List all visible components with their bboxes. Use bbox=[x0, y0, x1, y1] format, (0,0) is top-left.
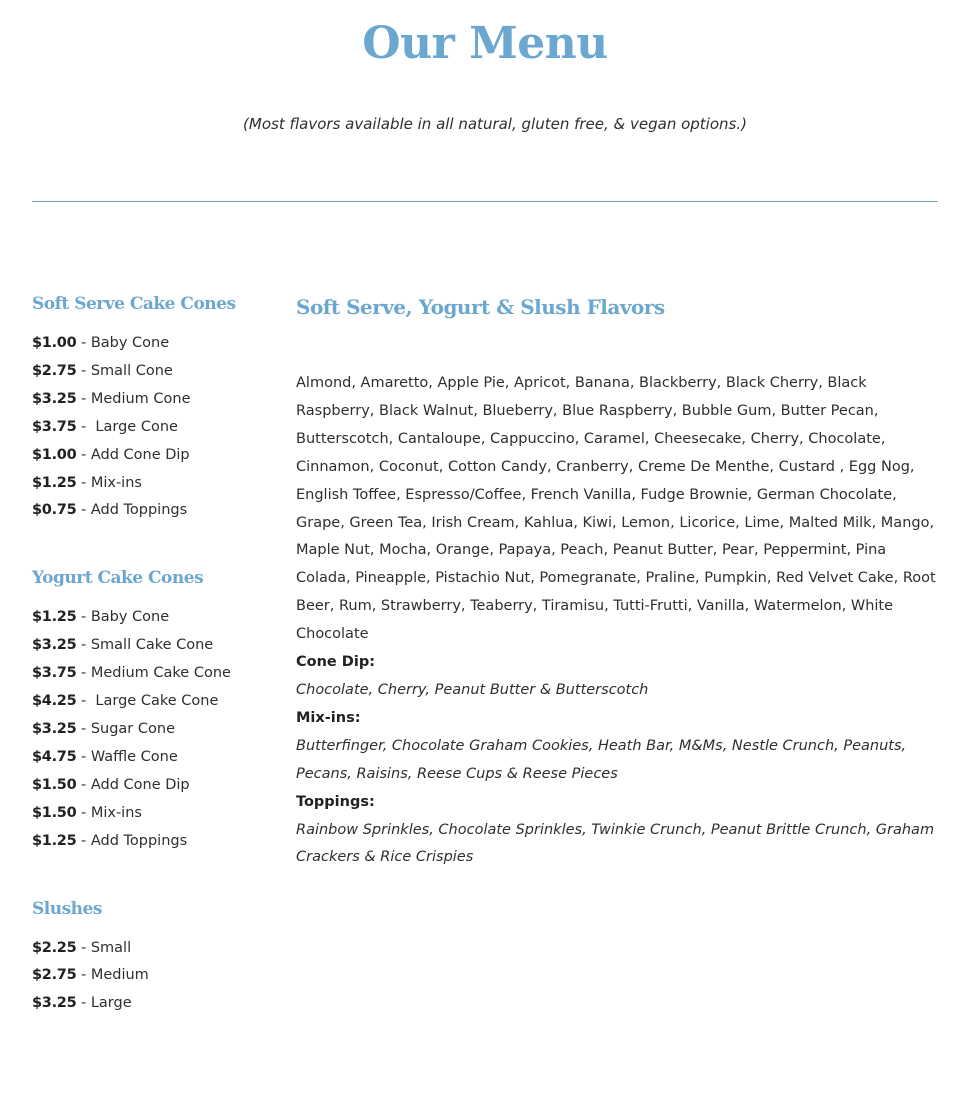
price-item bbox=[32, 386, 272, 414]
item-price: $3.25 bbox=[32, 995, 77, 1012]
item-price: $3.25 bbox=[32, 637, 77, 654]
item-description: - Add Toppings bbox=[76, 502, 188, 519]
item-price: $1.25 bbox=[32, 832, 77, 849]
item-price: $4.75 bbox=[32, 748, 77, 765]
item-price: $2.75 bbox=[32, 967, 77, 984]
slushes-heading: Slushes bbox=[32, 898, 102, 919]
item-price: $3.75 bbox=[32, 665, 77, 682]
yogurt-cones-section bbox=[32, 566, 272, 855]
price-item bbox=[32, 470, 272, 498]
price-item bbox=[32, 330, 272, 358]
item-price: $3.25 bbox=[32, 390, 77, 407]
item-description: - Baby Cone bbox=[76, 335, 170, 351]
flavors-column bbox=[296, 292, 938, 872]
item-description: - Add Cone Dip bbox=[76, 776, 190, 793]
item-description: - Mix-ins bbox=[76, 804, 142, 821]
price-item bbox=[32, 442, 272, 470]
item-price: $2.25 bbox=[32, 939, 77, 956]
price-item bbox=[32, 660, 272, 688]
item-description: - Small bbox=[76, 939, 132, 956]
item-description: - Medium Cake Cone bbox=[76, 665, 231, 682]
item-price: $4.25 bbox=[32, 693, 77, 710]
item-price: $1.00 bbox=[32, 446, 77, 463]
item-price: $2.75 bbox=[32, 362, 77, 379]
item-description: - Waffle Cone bbox=[76, 748, 178, 765]
price-item bbox=[32, 772, 272, 800]
item-description: - Baby Cone bbox=[76, 609, 170, 626]
price-item bbox=[32, 800, 272, 828]
price-item bbox=[32, 414, 272, 442]
price-item bbox=[32, 962, 272, 990]
price-item bbox=[32, 358, 272, 386]
slushes-section bbox=[32, 897, 272, 1019]
yogurt-cones-list bbox=[32, 604, 272, 855]
price-item bbox=[32, 990, 272, 1018]
item-description: - Mix-ins bbox=[76, 474, 142, 491]
price-item bbox=[32, 688, 272, 716]
mixins-label: Mix-ins: bbox=[296, 709, 361, 726]
toppings-text: Rainbow Sprinkles, Chocolate Sprinkles, Twinkie Crunch, Peanut Brittle Crunch, Graham Crackers & Rice Crispies bbox=[296, 821, 935, 866]
yogurt-cones-heading: Yogurt Cake Cones bbox=[32, 568, 204, 589]
item-description: - Small Cone bbox=[76, 362, 173, 379]
soft-serve-cones-heading: Soft Serve Cake Cones bbox=[32, 294, 236, 314]
item-description: - Medium bbox=[76, 967, 149, 984]
flavors-list: Almond, Amaretto, Apple Pie, Apricot, Banana, Blackberry, Black Cherry, Black Raspberry, Black Walnut, Blueberry, Blue Raspberry, Bubble Gum, Butter Pecan, Butterscotch, Cantaloupe, Cappuccino, Caramel, Cheesecake, Cherry, Chocolate, Cinnamon, Coconut, Cotton Candy, Cranberry, Creme De Menthe, Custard , Egg Nog, English Toffee, Espresso/Coffee, French Vanilla, Fudge Brownie, German Chocolate, Grape, Green Tea, Irish Cream, Kahlua, Kiwi, Lemon, Licorice, Lime, Malted Milk, Mango, Maple Nut, Mocha, Orange, Papaya, Peach, Peanut Butter, Pear, Peppermint, Pina Colada, Pineapple, Pistachio Nut, Pomegranate, Praline, Pumpkin, Red Velvet Cake, Root Beer, Rum, Strawberry, Teaberry, Tiramisu, Tutti-Frutti, Vanilla, Watermelon, White Chocolate bbox=[296, 375, 936, 643]
item-price: $1.00 bbox=[32, 335, 77, 351]
item-description: - Sugar Cone bbox=[76, 720, 175, 737]
item-price: $1.50 bbox=[32, 804, 77, 821]
cone-dip-text: Chocolate, Cherry, Peanut Butter & Butterscotch bbox=[296, 681, 649, 698]
header-divider bbox=[32, 201, 938, 202]
item-description: - Add Toppings bbox=[76, 832, 188, 849]
item-price: $0.75 bbox=[32, 502, 77, 519]
item-price: $3.75 bbox=[32, 418, 77, 435]
price-item bbox=[32, 632, 272, 660]
cone-dip-label: Cone Dip: bbox=[296, 654, 375, 671]
price-item bbox=[32, 744, 272, 772]
price-item bbox=[32, 497, 272, 525]
price-item bbox=[32, 604, 272, 632]
soft-serve-cones-section bbox=[32, 292, 272, 525]
page-title: Our Menu bbox=[362, 18, 608, 69]
price-item bbox=[32, 828, 272, 856]
item-description: - Add Cone Dip bbox=[76, 446, 190, 463]
item-price: $3.25 bbox=[32, 720, 77, 737]
item-price: $1.50 bbox=[32, 776, 77, 793]
soft-serve-cones-list bbox=[32, 330, 272, 525]
item-description: - Large Cake Cone bbox=[76, 693, 219, 710]
page-subtitle: (Most flavors available in all natural, gluten free, & vegan options.) bbox=[243, 115, 747, 133]
mixins-text: Butterfinger, Chocolate Graham Cookies, Heath Bar, M&Ms, Nestle Crunch, Peanuts, Pecans, Raisins, Reese Cups & Reese Pieces bbox=[296, 737, 907, 782]
item-description: - Large bbox=[76, 995, 132, 1012]
price-item bbox=[32, 935, 272, 963]
item-description: - Small Cake Cone bbox=[76, 637, 214, 654]
item-price: $1.25 bbox=[32, 474, 77, 491]
slushes-list bbox=[32, 935, 272, 1019]
item-price: $1.25 bbox=[32, 609, 77, 626]
flavors-heading: Soft Serve, Yogurt & Slush Flavors bbox=[296, 295, 665, 319]
price-item bbox=[32, 716, 272, 744]
item-description: - Medium Cone bbox=[76, 390, 191, 407]
price-column bbox=[32, 292, 272, 1059]
item-description: - Large Cone bbox=[76, 418, 178, 435]
toppings-label: Toppings: bbox=[296, 793, 375, 810]
